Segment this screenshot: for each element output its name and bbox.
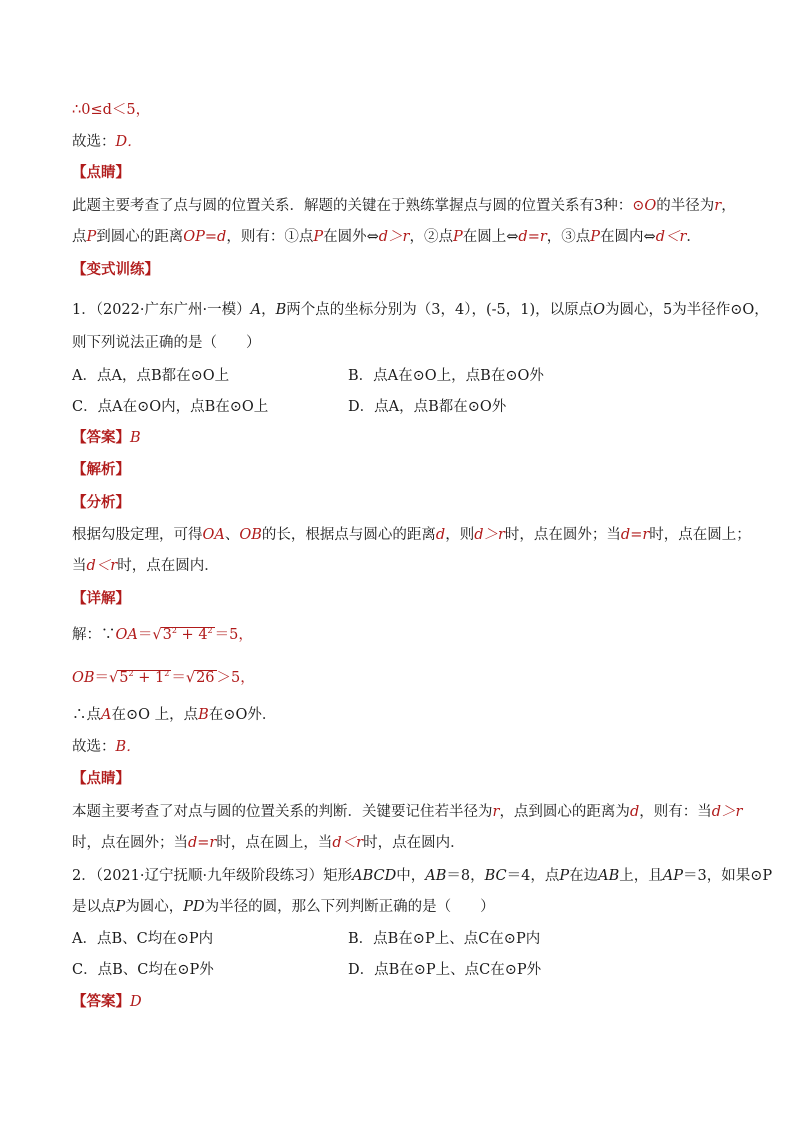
exp: 2 (171, 626, 177, 636)
q2-option-b: B．点B在⊙P上、点C在⊙P内 (348, 931, 541, 947)
text: ，点到圆心的距离为 (499, 804, 630, 820)
text: 是以点 (72, 899, 116, 915)
fenxi-line-1 (72, 525, 751, 545)
text: 在⊙O外． (208, 707, 277, 723)
exp: 2 (164, 669, 170, 679)
math: B． (115, 739, 141, 755)
text: 在圆内⇔ (600, 229, 656, 245)
text: 在圆外⇔ (323, 229, 379, 245)
math: d＜r (332, 835, 364, 851)
num: 1 (155, 670, 165, 686)
section-tag-jiexi: 【解析】 (72, 461, 130, 478)
math: P (86, 229, 97, 245)
dianjing2-line-1 (72, 802, 742, 822)
op: + (181, 627, 194, 643)
math: P (559, 868, 570, 884)
q2-answer-line (72, 992, 142, 1012)
question-2-line-1 (72, 866, 772, 886)
text: 当 (72, 558, 87, 574)
text: 点 (72, 229, 87, 245)
q2-option-c: C．点B、C均在⊙P外 (72, 962, 214, 978)
math: B (275, 302, 287, 318)
math: ⊙O (632, 198, 657, 214)
math: d＜r (655, 229, 687, 245)
answer-value: B (130, 430, 141, 446)
text: 、 (224, 527, 240, 543)
math: ＞5， (216, 670, 255, 686)
question-2-line-2 (72, 897, 495, 917)
dianjing2-line-2 (72, 833, 465, 853)
conclusion-text: ∴0≤d＜5， (72, 102, 151, 118)
section-tag-fenxi: 【分析】 (72, 494, 130, 511)
math: ＝ (137, 627, 153, 643)
dianjing-line-2 (72, 227, 701, 247)
text: ＝8， (446, 868, 485, 884)
text: 的半径为 (656, 198, 715, 214)
text: 在圆上⇔ (462, 229, 519, 245)
choose-label: 故选： (72, 134, 116, 150)
question-1-line-1 (72, 300, 769, 320)
math: P (115, 899, 126, 915)
text: 为圆心，5为半径作⊙O， (605, 302, 769, 318)
math: OA (202, 527, 225, 543)
exp: 2 (207, 626, 213, 636)
math: OP=d (183, 229, 227, 245)
text: 为半径的圆，那么下列判断正确的是（ ） (204, 899, 495, 915)
math: d＞r (378, 229, 410, 245)
text: 时，点在圆上； (649, 527, 751, 543)
text: 为圆心， (125, 899, 184, 915)
math: d＞r (711, 804, 743, 820)
math: AB (598, 868, 620, 884)
text: 时，点在圆内． (117, 558, 219, 574)
text: 时，点在圆外；当 (504, 527, 621, 543)
text: 在⊙O 上，点 (111, 707, 199, 723)
choose-answer: D． (115, 134, 142, 150)
math: ＝ (171, 670, 186, 686)
math: BC (484, 868, 507, 884)
math: P (452, 229, 463, 245)
sqrt-expression: $√3^2 + 4^2$ (152, 626, 213, 643)
math: O (593, 302, 606, 318)
text: ＝4，点 (506, 868, 560, 884)
math: P (313, 229, 324, 245)
text: 的长，根据点与圆心的距离 (261, 527, 436, 543)
math: AP (662, 868, 683, 884)
math: r (492, 804, 500, 820)
answer-value-2: D (130, 994, 142, 1010)
dianjing-line-1 (72, 196, 736, 216)
math: ＝5， (214, 627, 253, 643)
text: ，③点 (546, 229, 591, 245)
math: d (435, 527, 446, 543)
choose-line-2 (72, 737, 141, 757)
sqrt-26: √26 (185, 670, 215, 686)
section-tag-daan-2: 【答案】 (72, 993, 130, 1010)
math: d=r (188, 835, 217, 851)
section-tag-bianshi: 【变式训练】 (72, 261, 159, 278)
text: 故选： (72, 739, 116, 755)
text: 时，点在圆内． (363, 835, 465, 851)
math: A (250, 302, 262, 318)
q1-option-c: C．点A在⊙O内，点B在⊙O上 (72, 399, 269, 415)
math: OA (115, 627, 138, 643)
op: + (138, 670, 151, 686)
text: ∴点 (72, 707, 101, 723)
q1-option-b: B．点A在⊙O上，点B在⊙O外 (348, 368, 544, 384)
text: ， (261, 302, 276, 318)
math: d＞r (474, 527, 505, 543)
text: 在边 (569, 868, 599, 884)
choose-line (72, 132, 142, 152)
math: P (590, 229, 601, 245)
text: 解：∵ (72, 627, 116, 643)
text: 到圆心的距离 (96, 229, 184, 245)
math: ＝ (94, 670, 110, 686)
num: 3 (162, 627, 172, 643)
math: r (714, 198, 722, 214)
num: 5 (119, 670, 129, 686)
math: d (629, 804, 640, 820)
num: 26 (196, 670, 215, 686)
math: ABCD (352, 868, 397, 884)
math: d=r (620, 527, 650, 543)
text: ，则 (445, 527, 475, 543)
exp: 2 (128, 669, 134, 679)
section-tag-daan: 【答案】 (72, 429, 130, 446)
text: ＝3，如果⊙P (683, 868, 773, 884)
xiangjie-conclusion (72, 705, 276, 725)
text: ，则有：①点 (226, 229, 314, 245)
q1-option-d: D．点A，点B都在⊙O外 (348, 399, 507, 415)
q2-option-d: D．点B在⊙P上、点C在⊙P外 (348, 962, 542, 978)
text: 时，点在圆上，当 (216, 835, 333, 851)
math: OB (72, 670, 95, 686)
section-tag-dianjing-2: 【点睛】 (72, 770, 130, 787)
text: 根据勾股定理，可得 (72, 527, 203, 543)
q2-option-a: A．点B、C均在⊙P内 (72, 931, 214, 947)
math: B (198, 707, 209, 723)
text: 时，点在圆外；当 (72, 835, 188, 851)
text: 本题主要考查了对点与圆的位置关系的判断．关键要记住若半径为 (72, 804, 493, 820)
ob-equation (72, 668, 255, 688)
math: A (101, 707, 112, 723)
question-1-line-2: 则下列说法正确的是（ ） (72, 335, 261, 351)
q1-answer-line (72, 428, 141, 448)
text: 1．（2022·广东广州·一模） (72, 302, 251, 318)
math: AB (425, 868, 447, 884)
text: ，②点 (409, 229, 453, 245)
math: d＜r (86, 558, 118, 574)
oa-equation (72, 625, 253, 645)
text: 2．（2021·辽宁抚顺·九年级阶段练习）矩形 (72, 868, 353, 884)
math: OB (239, 527, 262, 543)
text: ． (686, 229, 701, 245)
conclusion-line (72, 100, 150, 120)
sqrt-expression: $√5^2 + 1^2$ (109, 669, 170, 686)
fenxi-line-2 (72, 556, 219, 576)
text: 上，且 (619, 868, 663, 884)
text: ，则有：当 (639, 804, 712, 820)
num: 4 (198, 627, 208, 643)
math: d=r (518, 229, 547, 245)
text: 此题主要考查了点与圆的位置关系．解题的关键在于熟练掌握点与圆的位置关系有3种： (72, 198, 633, 214)
text: 中， (396, 868, 426, 884)
text: 两个点的坐标分别为（3，4），(-5，1)，以原点 (286, 302, 594, 318)
text: ， (721, 198, 736, 214)
q1-option-a: A．点A，点B都在⊙O上 (72, 368, 230, 384)
section-tag-xiangjie: 【详解】 (72, 590, 130, 607)
section-tag-dianjing: 【点睛】 (72, 164, 130, 181)
math: PD (183, 899, 205, 915)
